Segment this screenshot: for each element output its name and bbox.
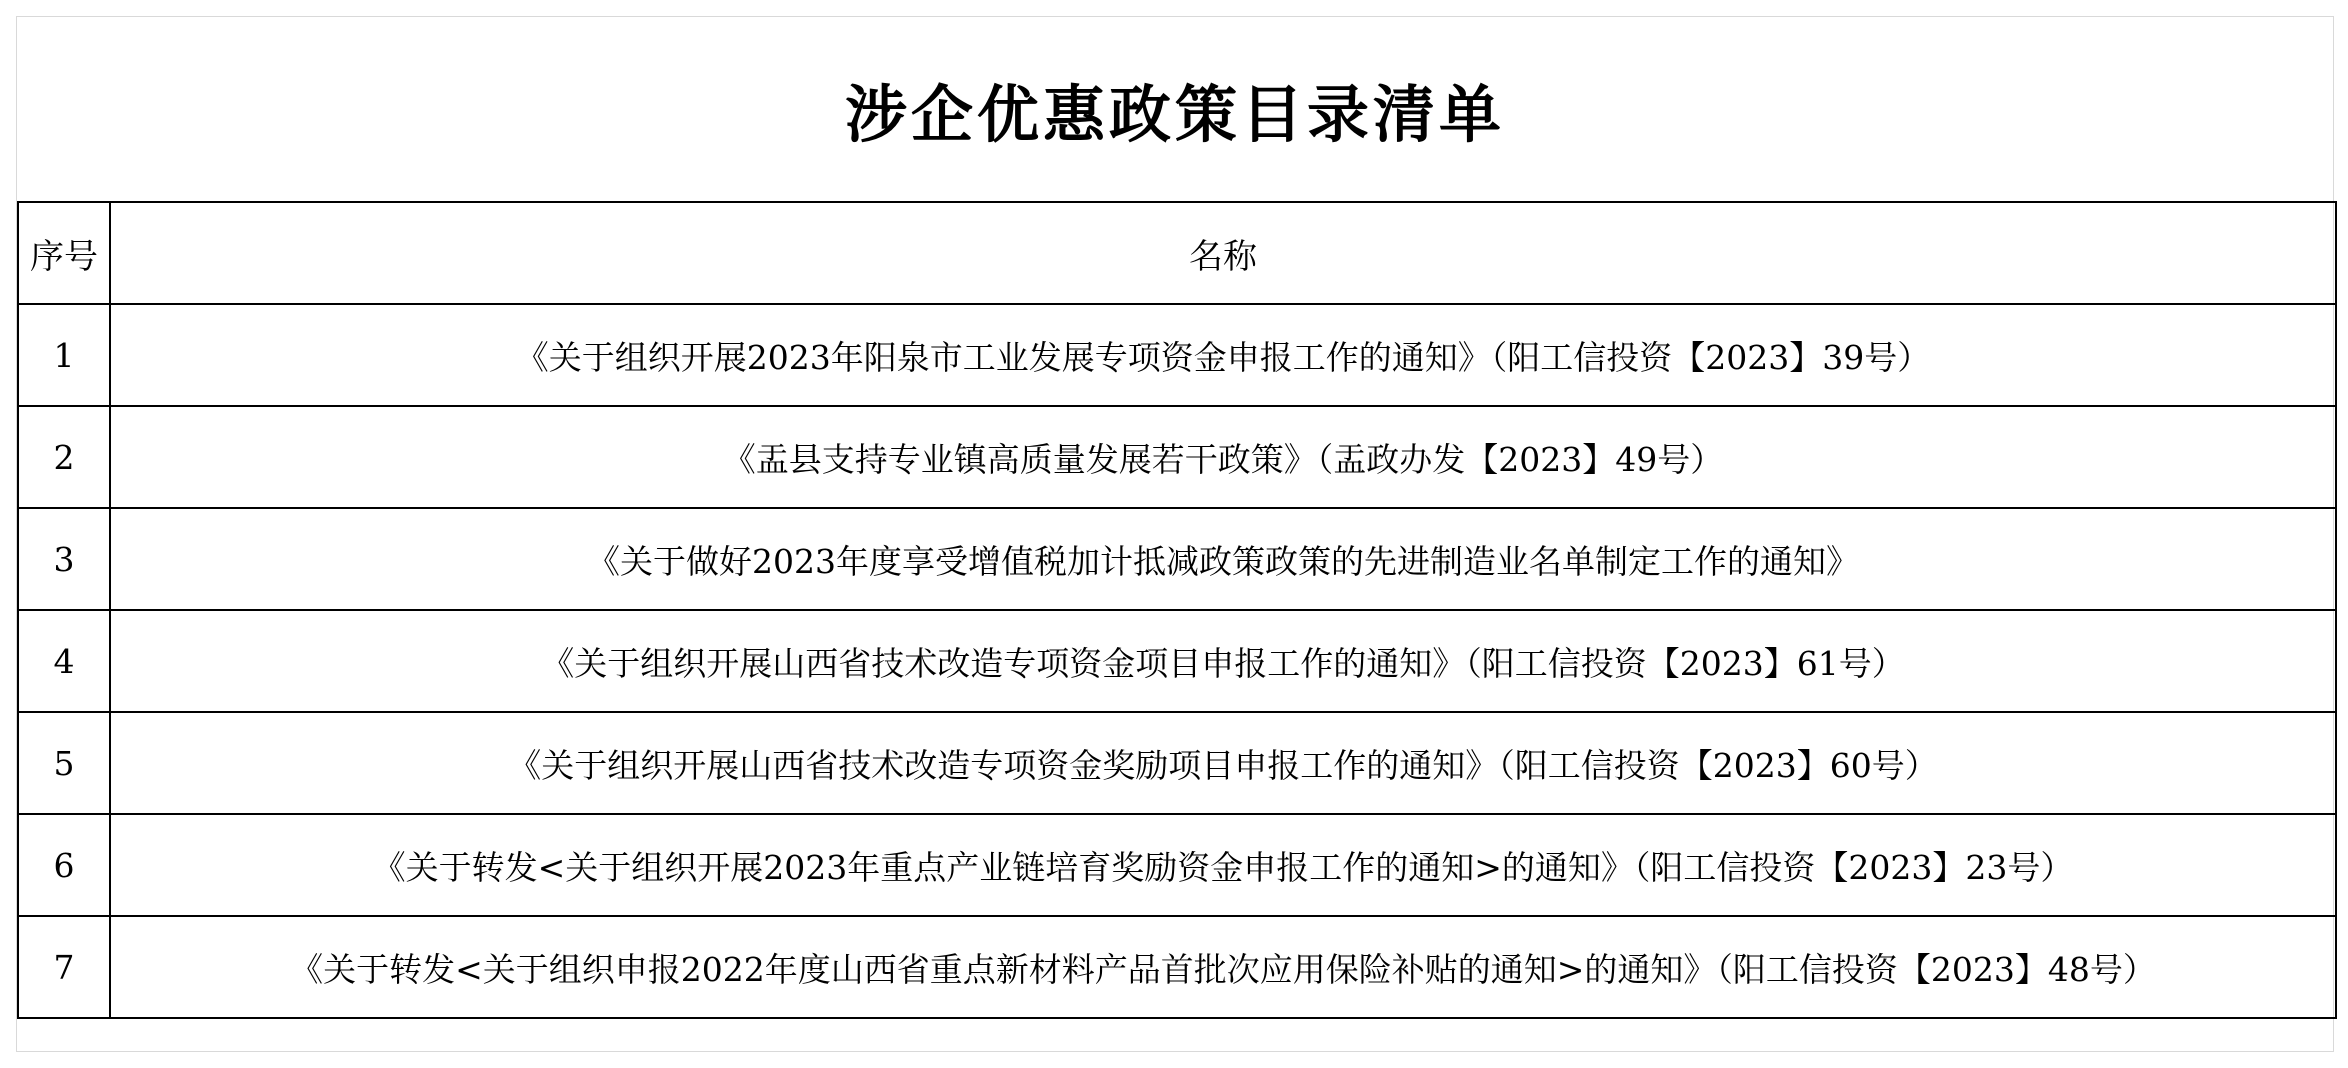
row-index: 6 — [18, 814, 110, 916]
page-title: 涉企优惠政策目录清单 — [844, 77, 1505, 151]
row-name: 《关于转发<关于组织开展2023年重点产业链培育奖励资金申报工作的通知>的通知》（阳工信投资【2023】23号） — [110, 814, 2336, 916]
row-name: 《关于组织开展山西省技术改造专项资金奖励项目申报工作的通知》（阳工信投资【2023】60号） — [110, 712, 2336, 814]
header-name: 名称 — [110, 202, 2336, 304]
row-index: 2 — [18, 406, 110, 508]
table-row — [18, 406, 2336, 508]
row-index: 7 — [18, 916, 110, 1018]
row-name: 《盂县支持专业镇高质量发展若干政策》（盂政办发【2023】49号） — [110, 406, 2336, 508]
policy-table — [17, 201, 2337, 1019]
row-index: 4 — [18, 610, 110, 712]
table-row — [18, 304, 2336, 406]
row-index: 5 — [18, 712, 110, 814]
row-index: 1 — [18, 304, 110, 406]
policy-sheet — [16, 16, 2334, 1052]
table-row — [18, 814, 2336, 916]
row-index: 3 — [18, 508, 110, 610]
row-name: 《关于做好2023年度享受增值税加计抵减政策政策的先进制造业名单制定工作的通知》 — [110, 508, 2336, 610]
table-row — [18, 916, 2336, 1018]
row-name: 《关于组织开展2023年阳泉市工业发展专项资金申报工作的通知》（阳工信投资【2023】39号） — [110, 304, 2336, 406]
table-row — [18, 610, 2336, 712]
header-index: 序号 — [18, 202, 110, 304]
table-row — [18, 508, 2336, 610]
table-header-row — [18, 202, 2336, 304]
row-name: 《关于转发<关于组织申报2022年度山西省重点新材料产品首批次应用保险补贴的通知>的通知》（阳工信投资【2023】48号） — [110, 916, 2336, 1018]
row-name: 《关于组织开展山西省技术改造专项资金项目申报工作的通知》（阳工信投资【2023】61号） — [110, 610, 2336, 712]
table-row — [18, 712, 2336, 814]
